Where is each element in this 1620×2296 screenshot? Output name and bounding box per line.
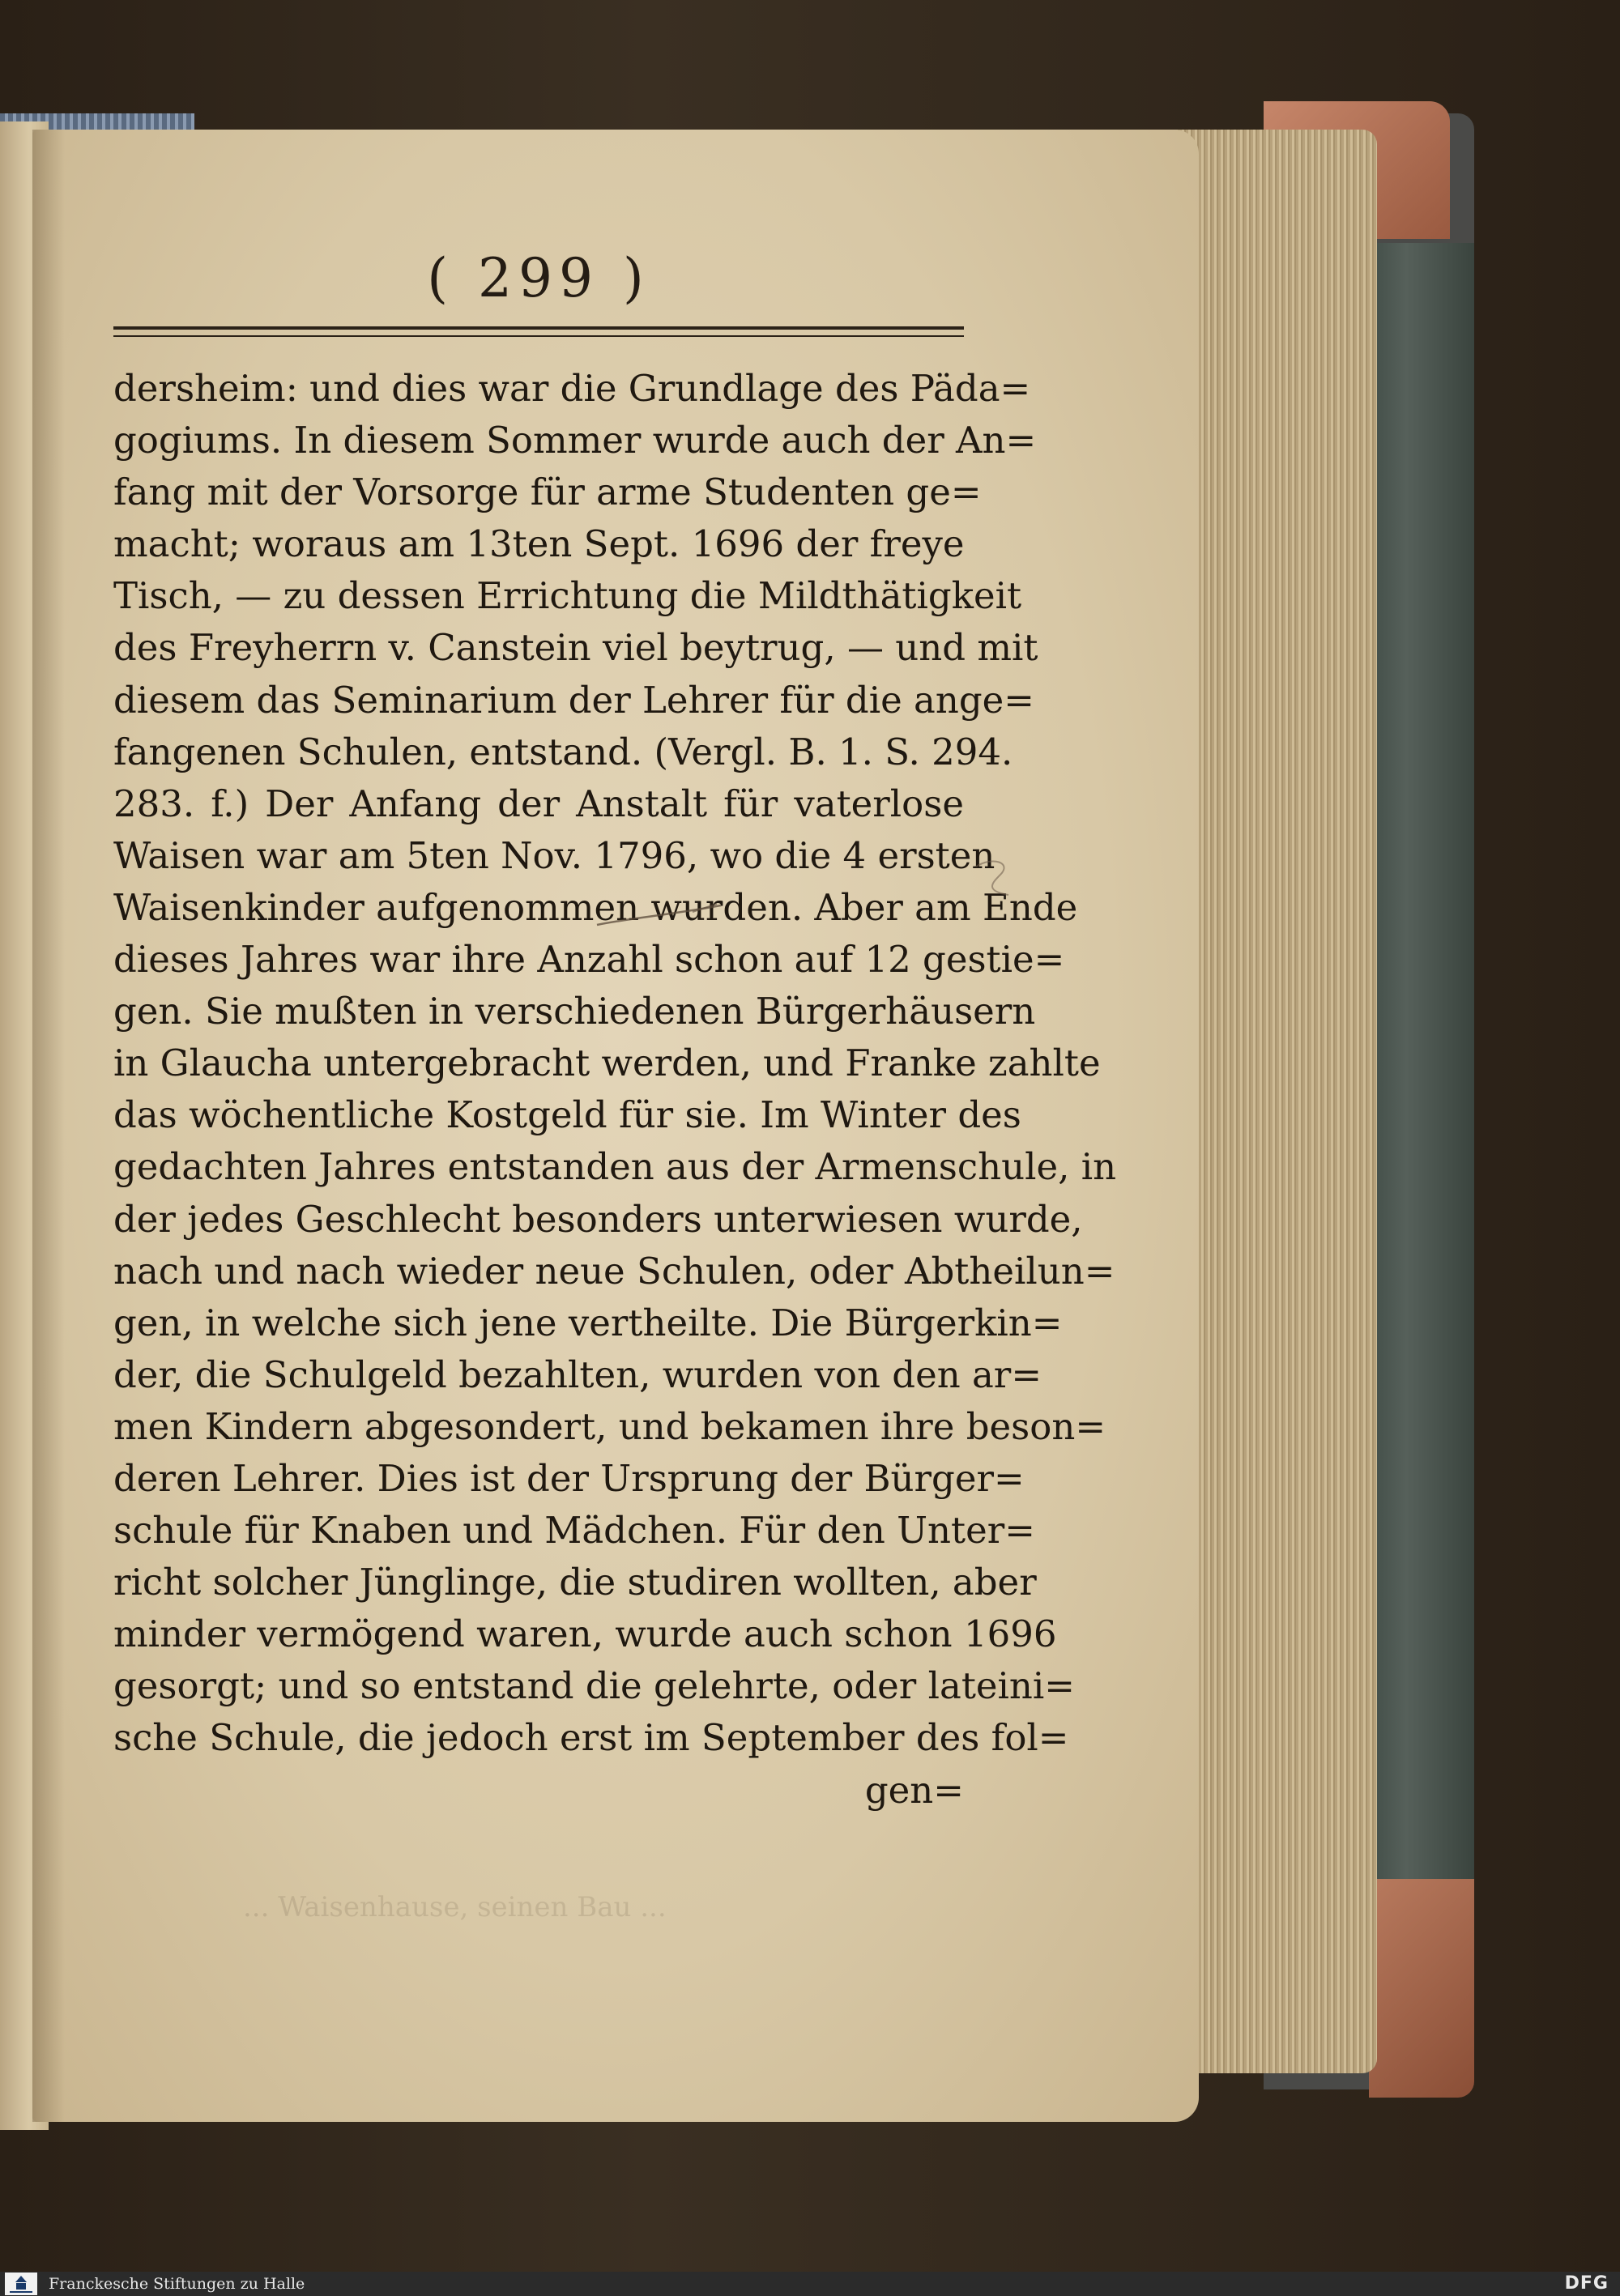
- text-line: schule für Knaben und Mädchen. Für den Unter=: [113, 1509, 1035, 1553]
- text-line: Waisenkinder aufgenommen wurden. Aber am Ende: [113, 885, 1078, 929]
- text-line: das wöchentliche Kostgeld für sie. Im Winter des: [113, 1093, 1021, 1137]
- text-line: der jedes Geschlecht besonders unterwiesen wurde,: [113, 1197, 1083, 1241]
- text-line: gen. Sie mußten in verschiedenen Bürgerhäusern: [113, 990, 1036, 1033]
- text-line: in Glaucha untergebracht werden, und Franke zahlte: [113, 1042, 1101, 1085]
- head-rule-thin: [113, 335, 964, 337]
- page-number-head: ( 299 ): [427, 247, 650, 309]
- text-line: Tisch, — zu dessen Errichtung die Mildthätigkeit: [113, 574, 1022, 618]
- text-line: gesorgt; und so entstand die gelehrte, oder lateini=: [113, 1664, 1076, 1708]
- text-line: richt solcher Jünglinge, die studiren wollten, aber: [113, 1561, 1037, 1604]
- text-line: men Kindern abgesondert, und bekamen ihre beson=: [113, 1404, 1106, 1448]
- pencil-margin-mark: [968, 854, 1025, 903]
- text-line: dersheim: und dies war die Grundlage des Päda=: [113, 367, 1031, 410]
- head-rule: [113, 326, 964, 330]
- show-through-text: ... Waisenhause, seinen Bau ...: [243, 1891, 667, 1923]
- footer-institution: Franckesche Stiftungen zu Halle: [49, 2275, 305, 2293]
- pencil-underline-mark: [595, 901, 725, 930]
- catchword: gen=: [864, 1768, 964, 1812]
- page-gutter-shadow: [32, 130, 65, 2122]
- leather-corner-bottom: [1369, 1879, 1474, 2098]
- text-line: 283. f.) Der Anfang der Anstalt für vaterlose: [113, 782, 964, 825]
- text-line: des Freyherrn v. Canstein viel beytrug, — und mit: [113, 626, 1038, 670]
- text-line: nach und nach wieder neue Schulen, oder Abtheilun=: [113, 1249, 1115, 1293]
- text-line: gen, in welche sich jene vertheilte. Die Bürgerkin=: [113, 1301, 1063, 1344]
- text-line: fang mit der Vorsorge für arme Studenten ge=: [113, 471, 982, 514]
- text-line: diesem das Seminarium der Lehrer für die ange=: [113, 678, 1034, 722]
- text-line: gedachten Jahres entstanden aus der Armenschule, in: [113, 1145, 1117, 1189]
- text-line: Waisen war am 5ten Nov. 1796, wo die 4 ersten: [113, 833, 995, 877]
- franckesche-stiftungen-logo-icon: [5, 2273, 37, 2295]
- text-line: der, die Schulgeld bezahlten, wurden von den ar=: [113, 1352, 1042, 1396]
- cover-board: [1361, 243, 1474, 1879]
- text-line: gogiums. In diesem Sommer wurde auch der An=: [113, 419, 1037, 462]
- text-line: fangenen Schulen, entstand. (Vergl. B. 1. S. 294.: [113, 730, 1013, 773]
- body-text: [113, 363, 1117, 1817]
- text-line: minder vermögend waren, wurde auch schon 1696: [113, 1612, 1057, 1656]
- text-line: deren Lehrer. Dies ist der Ursprung der Bürger=: [113, 1456, 1025, 1500]
- footer-dfg-logo: DFG: [1564, 2273, 1609, 2294]
- text-line: sche Schule, die jedoch erst im September des fol=: [113, 1716, 1069, 1760]
- text-line: dieses Jahres war ihre Anzahl schon auf 12 gestie=: [113, 938, 1065, 982]
- text-line: macht; woraus am 13ten Sept. 1696 der freye: [113, 522, 965, 566]
